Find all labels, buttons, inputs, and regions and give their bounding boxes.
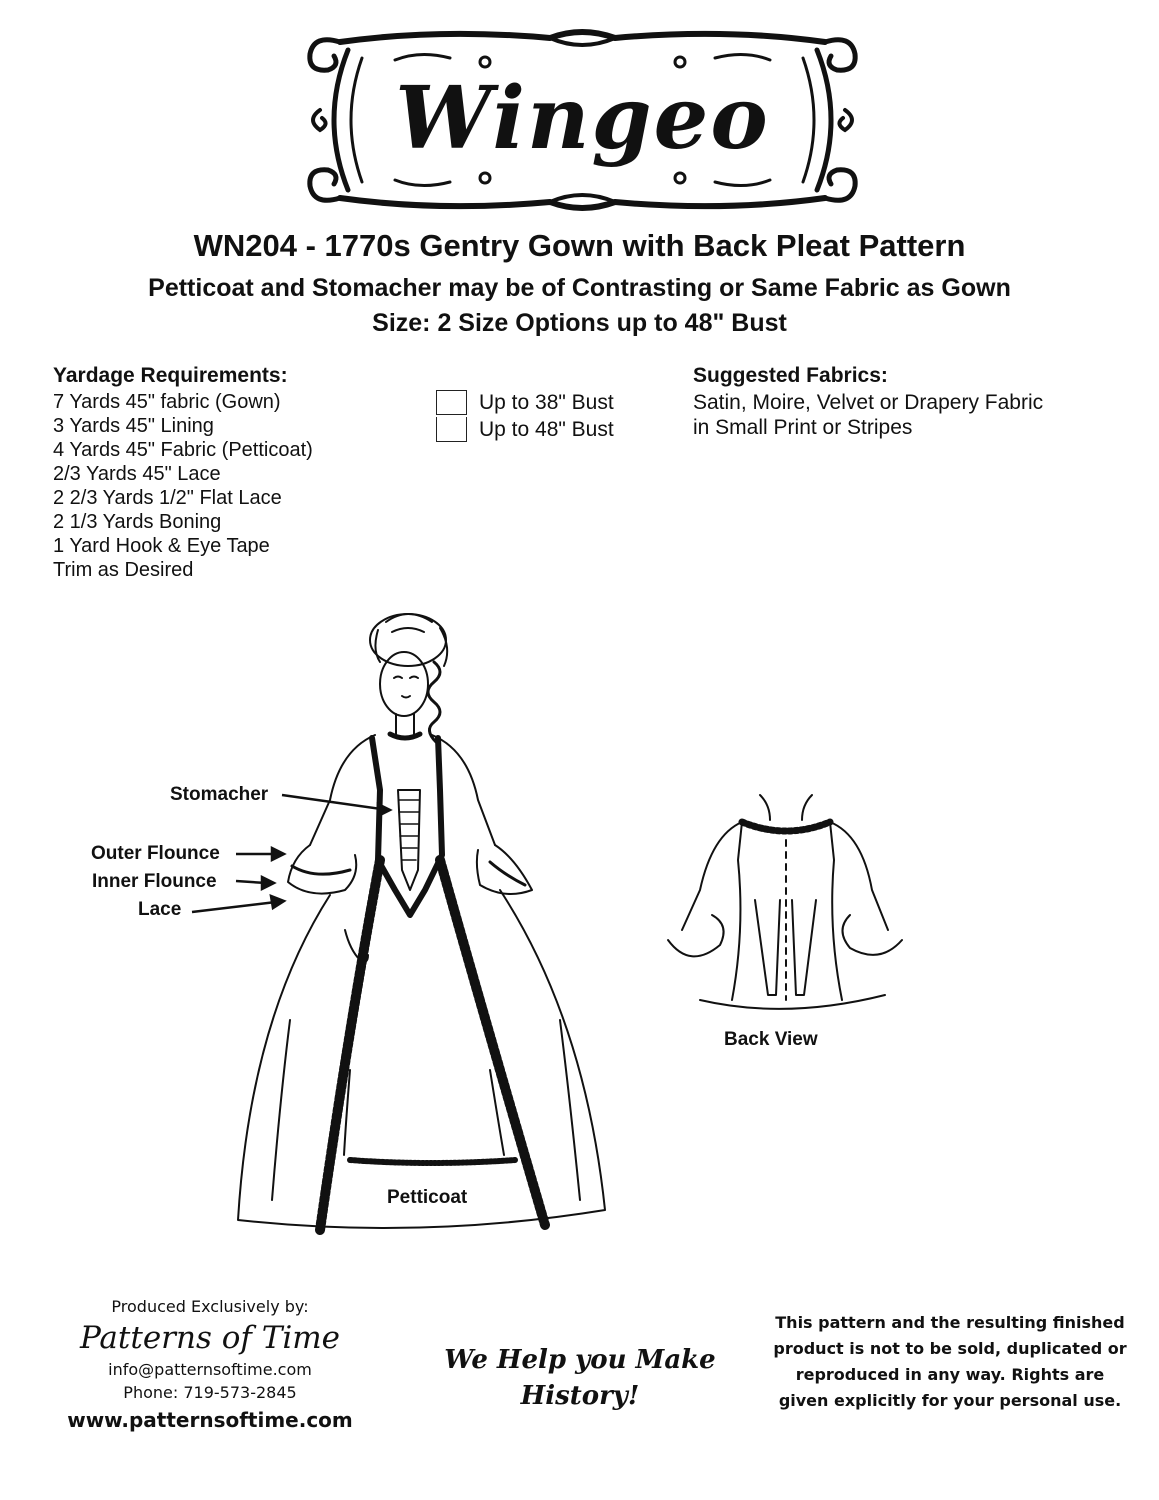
page-title: WN204 - 1770s Gentry Gown with Back Pleat Pattern bbox=[193, 228, 966, 263]
callout-stomacher: Stomacher bbox=[170, 784, 269, 805]
slogan bbox=[430, 1342, 730, 1414]
producer-brand: Patterns of Time bbox=[79, 1320, 341, 1356]
logo-text: Wingeo bbox=[395, 68, 770, 169]
size-options bbox=[436, 389, 614, 443]
callout-petticoat: Petticoat bbox=[387, 1187, 468, 1208]
slogan-line-1: We Help you Make bbox=[444, 1345, 716, 1375]
list-item: 4 Yards 45" Fabric (Petticoat) bbox=[53, 439, 313, 461]
size-checkbox-48[interactable] bbox=[436, 417, 467, 442]
slogan-line-2: History! bbox=[520, 1381, 640, 1411]
yardage-heading: Yardage Requirements: bbox=[53, 364, 288, 387]
list-item: 3 Yards 45" Lining bbox=[53, 415, 214, 437]
callout-back-view: Back View bbox=[724, 1029, 818, 1050]
list-item: 2 2/3 Yards 1/2" Flat Lace bbox=[53, 487, 282, 509]
producer-phone: Phone: 719-573-2845 bbox=[123, 1383, 297, 1402]
callout-inner-flounce: Inner Flounce bbox=[92, 871, 217, 892]
fabrics-section bbox=[693, 364, 1043, 440]
list-item: 1 Yard Hook & Eye Tape bbox=[53, 535, 270, 557]
list-item: 7 Yards 45" fabric (Gown) bbox=[53, 391, 281, 413]
size-label: Up to 38" Bust bbox=[479, 390, 614, 414]
yardage-section bbox=[53, 364, 313, 582]
size-summary: Size: 2 Size Options up to 48" Bust bbox=[372, 309, 787, 337]
list-item: 2/3 Yards 45" Lace bbox=[53, 463, 221, 485]
yardage-list bbox=[53, 390, 313, 582]
list-item: Trim as Desired bbox=[53, 559, 194, 581]
producer-block bbox=[60, 1297, 360, 1432]
size-option-48[interactable] bbox=[436, 416, 614, 443]
page-subtitle: Petticoat and Stomacher may be of Contrasting or Same Fabric as Gown bbox=[148, 274, 1011, 302]
size-label: Up to 48" Bust bbox=[479, 417, 614, 441]
fabrics-heading: Suggested Fabrics: bbox=[693, 364, 888, 387]
callout-lace: Lace bbox=[138, 899, 182, 920]
fabrics-line-2: in Small Print or Stripes bbox=[693, 416, 913, 439]
size-checkbox-38[interactable] bbox=[436, 390, 467, 415]
producer-website: www.patternsoftime.com bbox=[67, 1408, 353, 1432]
list-item: 2 1/3 Yards Boning bbox=[53, 511, 222, 533]
producer-email: info@patternsoftime.com bbox=[108, 1360, 312, 1379]
copyright-notice: This pattern and the resulting finished product is not to be sold, duplicated or reproduced in any way. Rights are given explicitly for your personal use. bbox=[773, 1313, 1127, 1410]
brand-logo bbox=[300, 20, 865, 220]
gown-drawing-icon bbox=[0, 600, 1159, 1260]
fabrics-line-1: Satin, Moire, Velvet or Drapery Fabric bbox=[693, 391, 1044, 414]
produced-by-label: Produced Exclusively by: bbox=[111, 1297, 309, 1316]
gown-illustration bbox=[0, 600, 1159, 1260]
size-option-38[interactable] bbox=[436, 389, 614, 416]
callout-outer-flounce: Outer Flounce bbox=[91, 843, 220, 864]
